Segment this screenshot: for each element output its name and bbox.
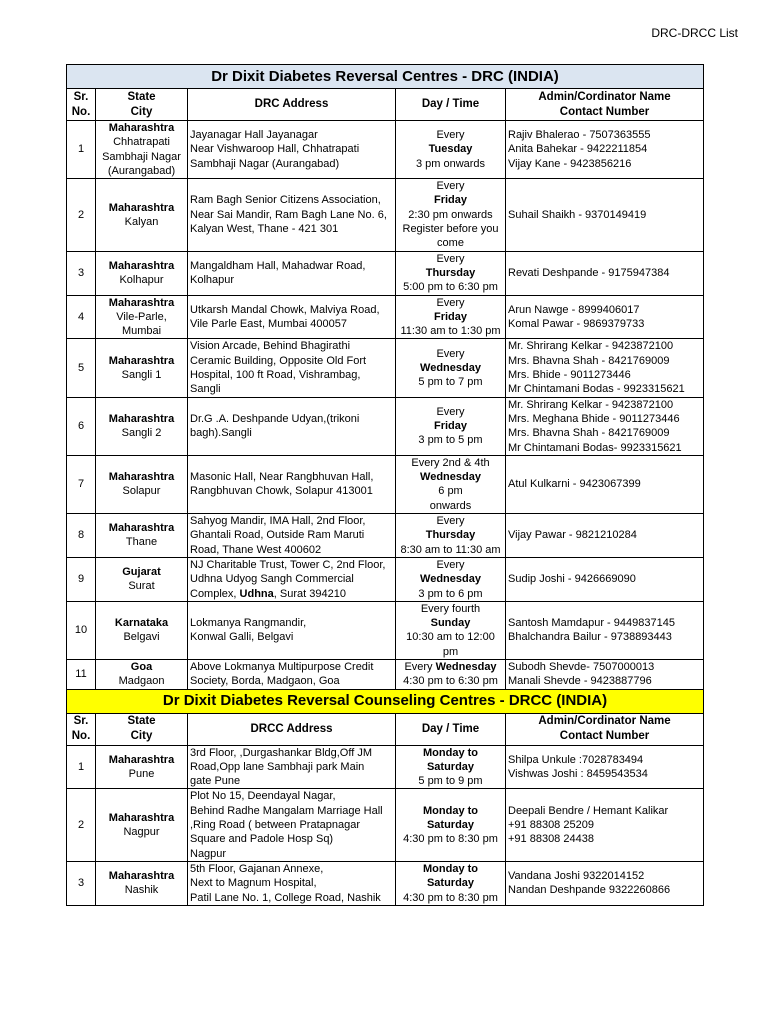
address-line: Near Sai Mandir, Ram Bagh Lane No. 6,	[190, 208, 387, 221]
header-line: City	[130, 730, 153, 743]
address-line: Ram Bagh Senior Citizens Association,	[190, 194, 381, 207]
header-line: Sr.	[73, 90, 89, 103]
address-line: NJ Charitable Trust, Tower C, 2nd Floor,	[190, 558, 386, 571]
day-line: Every fourth	[420, 602, 481, 615]
header-line: State	[127, 90, 156, 103]
contact-line: +91 88308 24438	[508, 833, 594, 846]
day-line: 11:30 am to 1:30 pm	[400, 325, 501, 338]
table-row	[67, 251, 704, 295]
row-state-city	[96, 179, 188, 251]
address-line: Kolhapur	[190, 274, 235, 287]
address-line: Road, Thane West 400602	[190, 543, 322, 556]
row-state-city	[96, 745, 188, 789]
row-sr-no: 6	[67, 397, 96, 455]
drc-banner-row	[67, 65, 704, 89]
row-state-city	[96, 339, 188, 397]
row-address	[188, 397, 396, 455]
day-line: Every	[436, 558, 465, 571]
address-line: Mangaldham Hall, Mahadwar Road,	[190, 259, 366, 272]
row-day-time	[396, 514, 506, 558]
contact-line: Vijay Pawar - 9821210284	[508, 529, 637, 542]
drcc-banner-row	[67, 689, 704, 713]
row-sr-no: 11	[67, 659, 96, 689]
day-line: Register before you	[402, 223, 499, 236]
address-line: Hospital, 100 ft Road, Vishrambag,	[190, 369, 361, 382]
row-sr-no: 3	[67, 251, 96, 295]
address-line: Konwal Galli, Belgavi	[190, 631, 294, 644]
city-name: (Aurangabad)	[107, 164, 176, 177]
state-name: Maharashtra	[108, 122, 175, 134]
row-sr-no: 10	[67, 601, 96, 659]
header-line: Admin/Cordinator Name	[538, 90, 671, 103]
row-address	[188, 745, 396, 789]
row-day-time	[396, 789, 506, 861]
state-name: Gujarat	[122, 566, 161, 579]
row-day-time	[396, 601, 506, 659]
row-address	[188, 601, 396, 659]
row-sr-no: 4	[67, 295, 96, 339]
address-line: gate Pune	[190, 775, 241, 788]
row-contact	[506, 179, 704, 251]
table-row	[67, 861, 704, 905]
address-line: Sahyog Mandir, IMA Hall, 2nd Floor,	[190, 515, 366, 528]
row-address	[188, 339, 396, 397]
row-state-city	[96, 251, 188, 295]
centres-table	[66, 64, 704, 906]
row-contact	[506, 295, 704, 339]
row-sr-no: 1	[67, 745, 96, 789]
row-contact	[506, 121, 704, 179]
day-line: 8:30 am to 11:30 am	[400, 543, 501, 556]
address-line: ,Ring Road ( between Pratapnagar	[190, 819, 360, 832]
day-line: Wednesday	[420, 573, 481, 586]
row-sr-no: 7	[67, 455, 96, 513]
day-line: onwards	[429, 499, 472, 512]
table-row	[67, 455, 704, 513]
day-line: 5 pm to 7 pm	[418, 376, 483, 389]
city-name: Sambhaji Nagar	[102, 150, 181, 163]
row-day-time	[396, 121, 506, 179]
table-row	[67, 745, 704, 789]
day-line: come	[437, 237, 464, 250]
contact-line: Mr Chintamani Bodas- 9923315621	[508, 441, 682, 454]
row-contact	[506, 601, 704, 659]
row-state-city	[96, 121, 188, 179]
table-row	[67, 514, 704, 558]
address-line: Society, Borda, Madgaon, Goa	[190, 675, 340, 688]
address-line: Utkarsh Mandal Chowk, Malviya Road,	[190, 303, 380, 316]
row-state-city	[96, 295, 188, 339]
row-sr-no: 8	[67, 514, 96, 558]
header-state-city	[96, 713, 188, 745]
city-name: Belgavi	[123, 631, 160, 644]
day-line: 3 pm onwards	[415, 157, 486, 170]
row-state-city	[96, 455, 188, 513]
drc-header-row	[67, 89, 704, 121]
row-contact	[506, 339, 704, 397]
contact-line: Mr. Shrirang Kelkar - 9423872100	[508, 340, 674, 353]
table-row	[67, 295, 704, 339]
row-sr-no: 1	[67, 121, 96, 179]
contact-line: +91 88308 25209	[508, 819, 594, 832]
header-day-time: Day / Time	[396, 713, 506, 745]
address-line: Near Vishwaroop Hall, Chhatrapati	[190, 143, 360, 156]
day-line: Every 2nd & 4th	[411, 456, 490, 469]
table-row	[67, 789, 704, 861]
row-address	[188, 455, 396, 513]
address-line: Above Lokmanya Multipurpose Credit	[190, 660, 374, 673]
state-name: Maharashtra	[108, 354, 175, 367]
day-line: Every	[436, 252, 465, 265]
city-name: Kalyan	[124, 215, 159, 228]
row-day-time	[396, 339, 506, 397]
day-line: Every	[436, 180, 465, 193]
contact-line: Komal Pawar - 9869379733	[508, 318, 645, 330]
row-address	[188, 295, 396, 339]
row-sr-no: 2	[67, 789, 96, 861]
row-contact	[506, 397, 704, 455]
header-line: State	[127, 715, 156, 728]
day-line: Monday to Saturday	[423, 746, 478, 773]
city-name: Nashik	[124, 884, 159, 897]
row-day-time	[396, 179, 506, 251]
row-contact	[506, 455, 704, 513]
header-line: No.	[71, 730, 91, 743]
row-state-city	[96, 659, 188, 689]
row-state-city	[96, 514, 188, 558]
header-contact	[506, 713, 704, 745]
row-contact	[506, 789, 704, 861]
contact-line: Subodh Shevde- 7507000013	[508, 660, 655, 673]
day-line: Wednesday	[420, 471, 481, 484]
row-state-city	[96, 557, 188, 601]
city-name: Pune	[128, 768, 155, 781]
row-day-time	[396, 397, 506, 455]
city-name: Madgaon	[118, 675, 165, 688]
day-line: 4:30 pm to 6:30 pm	[403, 675, 498, 688]
day-line: 5 pm to 9 pm	[418, 775, 483, 788]
contact-line: Vandana Joshi 9322014152	[508, 870, 645, 883]
state-name: Maharashtra	[108, 471, 175, 484]
city-name: Solapur	[122, 485, 161, 498]
row-state-city	[96, 861, 188, 905]
state-name: Maharashtra	[108, 522, 175, 535]
table-row	[67, 557, 704, 601]
address-line: Kalyan West, Thane - 421 301	[190, 223, 339, 236]
contact-line: Santosh Mamdapur - 9449837145	[508, 617, 675, 630]
address-line: Plot No 15, Deendayal Nagar,	[190, 790, 336, 803]
header-line: City	[130, 105, 153, 118]
row-contact	[506, 251, 704, 295]
day-line: Thursday	[425, 266, 476, 279]
day-line: Monday to Saturday	[423, 862, 478, 890]
address-line: Ceramic Building, Opposite Old Fort	[190, 354, 367, 367]
state-name: Karnataka	[114, 617, 169, 630]
row-sr-no: 5	[67, 339, 96, 397]
address-line: Nagpur	[190, 847, 227, 860]
city-name: Nagpur	[123, 826, 160, 839]
state-name: Maharashtra	[108, 296, 175, 309]
address-line: Complex, Udhna, Surat 394210	[190, 587, 346, 600]
row-address	[188, 514, 396, 558]
contact-line: Mr. Shrirang Kelkar - 9423872100	[508, 398, 674, 411]
header-line: Contact Number	[559, 730, 650, 743]
contact-line: Bhalchandra Bailur - 9738893443	[508, 631, 672, 644]
city-name: Vile-Parle,	[116, 310, 167, 323]
table-row	[67, 339, 704, 397]
day-line: pm	[442, 645, 459, 658]
header-state-city	[96, 89, 188, 121]
header-address: DRC Address	[188, 89, 396, 121]
table-row	[67, 121, 704, 179]
address-line: bagh).Sangli	[190, 427, 252, 440]
row-address	[188, 659, 396, 689]
row-address	[188, 179, 396, 251]
row-address	[188, 121, 396, 179]
row-address	[188, 557, 396, 601]
drc-banner: Dr Dixit Diabetes Reversal Centres - DRC (INDIA)	[67, 65, 704, 89]
row-day-time	[396, 861, 506, 905]
address-line: Vile Parle East, Mumbai 400057	[190, 318, 347, 330]
header-contact	[506, 89, 704, 121]
row-contact	[506, 514, 704, 558]
address-line: Square and Padole Hosp Sq)	[190, 833, 334, 846]
state-name: Goa	[130, 660, 153, 673]
row-address	[188, 789, 396, 861]
contact-line: Atul Kulkarni - 9423067399	[508, 478, 641, 491]
address-line: Next to Magnum Hospital,	[190, 877, 317, 890]
row-sr-no: 3	[67, 861, 96, 905]
address-line: Dr.G .A. Deshpande Udyan,(trikoni	[190, 412, 360, 425]
day-line: 6 pm	[438, 485, 463, 498]
day-line: 2:30 pm onwards	[408, 208, 493, 221]
state-name: Maharashtra	[108, 201, 175, 214]
day-line: Every	[436, 129, 465, 142]
address-line: 5th Floor, Gajanan Annexe,	[190, 862, 324, 875]
address-line: Sambhaji Nagar (Aurangabad)	[190, 157, 340, 170]
row-sr-no: 9	[67, 557, 96, 601]
header-line: Admin/Cordinator Name	[538, 715, 671, 728]
contact-line: Vijay Kane - 9423856216	[508, 157, 632, 170]
table-row	[67, 179, 704, 251]
drcc-header-row	[67, 713, 704, 745]
page-title: DRC-DRCC List	[651, 26, 738, 40]
header-address: DRCC Address	[188, 713, 396, 745]
contact-line: Revati Deshpande - 9175947384	[508, 266, 670, 279]
day-line: Every	[436, 347, 465, 360]
state-name: Maharashtra	[108, 259, 175, 272]
day-line: Friday	[433, 310, 467, 323]
row-contact	[506, 557, 704, 601]
row-day-time	[396, 295, 506, 339]
day-line: Friday	[433, 194, 467, 207]
day-line: Tuesday	[428, 143, 473, 156]
city-name: Sangli 2	[121, 427, 162, 440]
day-line: Sunday	[430, 617, 471, 630]
address-line: Ghantali Road, Outside Ram Maruti	[190, 529, 365, 542]
row-state-city	[96, 601, 188, 659]
address-line: Lokmanya Rangmandir,	[190, 617, 307, 630]
row-day-time	[396, 557, 506, 601]
day-line: Every Wednesday	[404, 660, 497, 673]
day-line: Monday to Saturday	[423, 804, 478, 832]
header-sr-no	[67, 713, 96, 745]
contact-line: Deepali Bendre / Hemant Kalikar	[508, 804, 669, 817]
contact-line: Mrs. Meghana Bhide - 9011273446	[508, 412, 680, 425]
day-line: 5:00 pm to 6:30 pm	[403, 281, 498, 294]
contact-line: Manali Shevde - 9423887796	[508, 675, 652, 688]
contact-line: Shilpa Unkule :7028783494	[508, 753, 644, 766]
table-row	[67, 659, 704, 689]
day-line: 3 pm to 6 pm	[418, 587, 483, 600]
address-line: Vision Arcade, Behind Bhagirathi	[190, 340, 351, 353]
contact-line: Suhail Shaikh - 9370149419	[508, 208, 647, 221]
row-sr-no: 2	[67, 179, 96, 251]
contact-line: Mrs. Bhavna Shah - 8421769009	[508, 427, 670, 440]
address-line: Behind Radhe Mangalam Marriage Hall	[190, 804, 383, 817]
contact-line: Mrs. Bhide - 9011273446	[508, 369, 631, 382]
day-line: Wednesday	[420, 361, 481, 374]
day-line: Every	[436, 296, 465, 309]
state-name: Maharashtra	[108, 412, 175, 425]
row-address	[188, 861, 396, 905]
address-line: Rangbhuvan Chowk, Solapur 413001	[190, 485, 373, 498]
city-name: Sangli 1	[121, 369, 162, 382]
contact-line: Mrs. Bhavna Shah - 8421769009	[508, 354, 670, 367]
city-name: Kolhapur	[119, 274, 164, 287]
row-contact	[506, 745, 704, 789]
address-line: Jayanagar Hall Jayanagar	[190, 129, 318, 142]
row-state-city	[96, 397, 188, 455]
day-line: Thursday	[425, 529, 476, 542]
address-line: Masonic Hall, Near Rangbhuvan Hall,	[190, 471, 374, 484]
address-line: 3rd Floor, ,Durgashankar Bldg,Off JM	[190, 746, 372, 759]
header-line: No.	[71, 105, 91, 118]
contact-line: Nandan Deshpande 9322260866	[508, 884, 671, 897]
day-line: 10:30 am to 12:00	[406, 631, 495, 644]
row-state-city	[96, 789, 188, 861]
contact-line: Rajiv Bhalerao - 7507363555	[508, 129, 651, 142]
day-line: Friday	[433, 420, 467, 433]
header-day-time: Day / Time	[396, 89, 506, 121]
row-day-time	[396, 745, 506, 789]
city-name: Chhatrapati	[113, 136, 170, 149]
header-line: Contact Number	[559, 105, 650, 118]
row-address	[188, 251, 396, 295]
contact-line: Arun Nawge - 8999406017	[508, 303, 640, 316]
contact-line: Vishwas Joshi : 8459543534	[508, 768, 648, 781]
address-line: Road,Opp lane Sambhaji park Main	[190, 760, 365, 773]
table-row	[67, 397, 704, 455]
city-name: Thane	[125, 536, 158, 549]
row-contact	[506, 659, 704, 689]
header-sr-no	[67, 89, 96, 121]
contact-line: Mr Chintamani Bodas - 9923315621	[508, 383, 685, 396]
city-name: Mumbai	[121, 325, 162, 338]
state-name: Maharashtra	[108, 870, 175, 883]
drcc-banner: Dr Dixit Diabetes Reversal Counseling Centres - DRCC (INDIA)	[67, 689, 704, 713]
contact-line: Anita Bahekar - 9422211854	[508, 143, 648, 156]
state-name: Maharashtra	[108, 753, 175, 766]
city-name: Surat	[128, 580, 155, 593]
address-line: Udhna Udyog Sangh Commercial	[190, 573, 354, 586]
row-day-time	[396, 251, 506, 295]
row-contact	[506, 861, 704, 905]
table-row	[67, 601, 704, 659]
address-line: Patil Lane No. 1, College Road, Nashik	[190, 891, 381, 904]
day-line: Every	[436, 405, 465, 418]
day-line: 3 pm to 5 pm	[418, 434, 483, 447]
day-line: 4:30 pm to 8:30 pm	[403, 833, 498, 846]
contact-line: Sudip Joshi - 9426669090	[508, 573, 636, 586]
day-line: 4:30 pm to 8:30 pm	[403, 891, 498, 904]
state-name: Maharashtra	[108, 811, 175, 824]
row-day-time	[396, 455, 506, 513]
address-line: Sangli	[190, 383, 221, 396]
row-day-time	[396, 659, 506, 689]
day-line: Every	[436, 515, 465, 528]
header-line: Sr.	[73, 715, 89, 728]
